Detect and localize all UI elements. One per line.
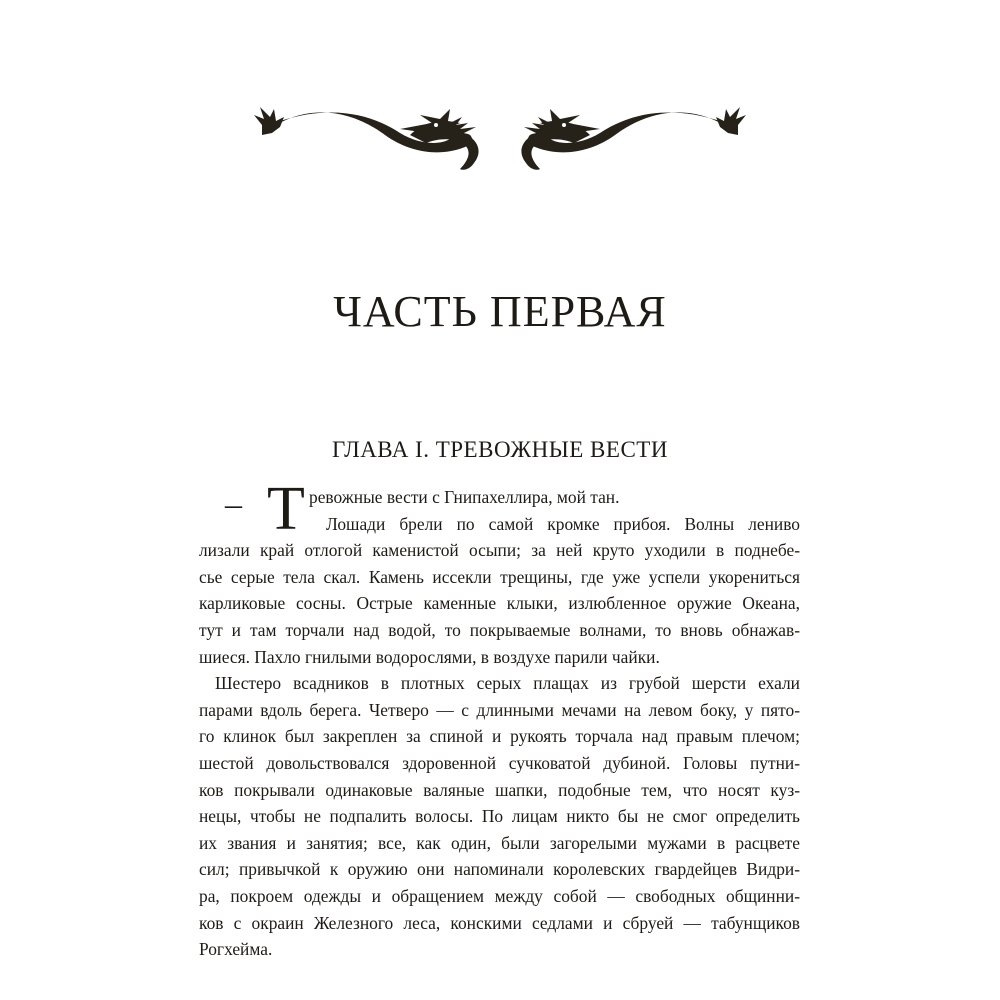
text-line: их звания и занятия; все, как один, были загорелыми мужами в расцвете <box>199 832 800 853</box>
text-line: шиеся. Пахло гнилыми водорослями, в воздухе парили чайки. <box>199 646 660 667</box>
text-line: Рогхейма. <box>199 939 273 960</box>
text-line: сил; привычкой к оружию они напоминали королевских гвардейцев Видри- <box>199 859 800 880</box>
chapter-title: ГЛАВА I. ТРЕВОЖНЫЕ ВЕСТИ <box>332 437 668 462</box>
text-line: лизали край отлогой каменистой осыпи; за ней круто уходили в поднебе- <box>199 540 800 561</box>
chapter-body <box>199 475 800 963</box>
text-line: нецы, чтобы не подпалить волосы. По лицам никто бы не смог определить <box>199 806 800 827</box>
dragon-ornament-icon <box>250 95 750 175</box>
text-line: Шестеро всадников в плотных серых плащах из грубой шерсти ехали <box>215 673 800 694</box>
dialogue-dash: – <box>225 486 242 523</box>
text-line: Лошади брели по самой кромке прибоя. Волны лениво <box>326 513 800 534</box>
drop-cap: Т <box>267 475 305 543</box>
text-line: тут и там торчали над водой, то покрываемые волнами, то вновь обнажав- <box>199 619 800 640</box>
text-line: шестой довольствовался здоровенной сучковатой дубиной. Головы путни- <box>199 752 800 773</box>
part-title: ЧАСТЬ ПЕРВАЯ <box>333 287 667 336</box>
text-line: ков с окраин Железного леса, конскими седлами и сбруей — табунщиков <box>199 912 800 933</box>
text-line: ков покрывали одинаковые валяные шапки, подобные тем, что носят куз- <box>199 779 800 800</box>
paragraph-2 <box>199 670 800 963</box>
text-line: го клинок был закреплен за спиной и рукоять торчала над правым плечом; <box>199 726 800 747</box>
text-line: сье серые тела скал. Камень иссекли трещины, где уже успели укорениться <box>199 566 800 587</box>
text-line: карликовые сосны. Острые каменные клыки, излюбленное оружие Океана, <box>199 593 800 614</box>
text-line: ра, покроем одежды и обращением между собой — свободных общинни- <box>199 885 800 906</box>
text-line: парами вдоль берега. Четверо — с длинными мечами на левом боку, у пято- <box>199 699 800 720</box>
opening-text: ревожные вести с Гнипахеллира, мой тан. <box>309 487 620 507</box>
